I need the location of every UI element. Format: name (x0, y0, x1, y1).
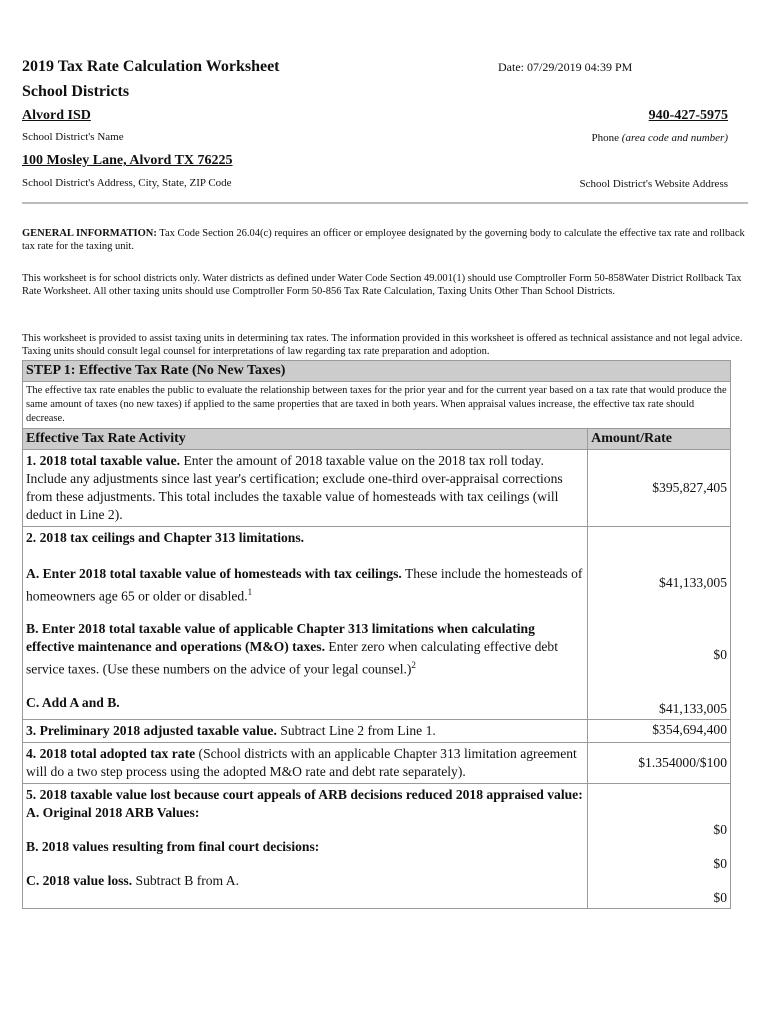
general-information-text: Tax Code Section 26.04(c) requires an officer or employee designated by the governing body to calculate the effective tax rate and rollback tax rate for the taxing unit. (22, 228, 745, 252)
column-header-amount: Amount/Rate (588, 429, 731, 450)
district-address-label: School District's Address, City, State, ZIP Code (22, 177, 232, 189)
line5c-amount: $0 (713, 890, 727, 905)
line2a-footnote: 1 (247, 587, 253, 597)
worksheet-scope-paragraph: This worksheet is for school districts only. Water districts as defined under Water Code Section 49.001(1) should use Comptroller Form 50-858Water District Rollback Tax Rate Worksheet. All other taxing units should use Comptroller Form 50-856 Tax Rate Calculation, Taxing Units Other Than School Districts. (22, 273, 742, 297)
line2-amounts (588, 527, 731, 720)
district-phone: 940-427-5975 (648, 108, 728, 123)
step1-table (22, 360, 731, 909)
line2a-text: These include the homesteads of homeowners age 65 or older or disabled. (26, 566, 583, 604)
line5c-heading: C. 2018 value loss. (26, 873, 133, 888)
line1-description (23, 450, 588, 527)
disclaimer-paragraph: This worksheet is provided to assist taxing units in determining tax rates. The information provided in this worksheet is offered as technical assistance and not legal advice. Taxing units should consult legal counsel for interpretations of law regarding tax rate preparation and adoption. (22, 333, 743, 357)
line5-amounts (588, 784, 731, 909)
line1-heading: 1. 2018 total taxable value. (26, 453, 181, 468)
line2b-amount: $0 (713, 647, 727, 662)
line3-text: Subtract Line 2 from Line 1. (276, 723, 436, 738)
table-row (23, 450, 731, 527)
line5b-amount: $0 (713, 856, 727, 871)
website-label: School District's Website Address (579, 178, 728, 190)
line1-amount: $395,827,405 (588, 450, 731, 527)
line2-heading: 2. 2018 tax ceilings and Chapter 313 limitations. (26, 530, 305, 545)
header-divider (22, 202, 748, 204)
line5-description (23, 784, 588, 909)
phone-label-italic: (area code and number) (621, 132, 728, 144)
district-name-label: School District's Name (22, 131, 124, 143)
line1-text: Enter the amount of 2018 taxable value on the 2018 tax roll today. Include any adjustments since last year's certification; exclude one-third over-appraisal corrections from these adjustments. This total includes the taxable value of homesteads with tax ceilings (will deduct in Line 2). (26, 453, 563, 522)
general-information (22, 227, 746, 253)
district-address: 100 Mosley Lane, Alvord TX 76225 (22, 153, 233, 168)
line5a-amount: $0 (713, 822, 727, 837)
line5a-heading: A. Original 2018 ARB Values: (26, 805, 200, 820)
table-row (23, 743, 731, 784)
line2-description (23, 527, 588, 720)
line4-text: (School districts with an applicable Chapter 313 limitation agreement will do a two step process using the adopted M&O rate and debt rate separately). (26, 746, 577, 779)
column-header-activity: Effective Tax Rate Activity (23, 429, 588, 450)
table-row (23, 784, 731, 909)
line3-description (23, 720, 588, 743)
line3-heading: 3. Preliminary 2018 adjusted taxable value. (26, 723, 277, 738)
line2c-heading: C. Add A and B. (26, 695, 120, 711)
line5b-heading: B. 2018 values resulting from final court decisions: (26, 839, 320, 854)
line5c-text: Subtract B from A. (132, 873, 239, 888)
line2b-text: Enter zero when calculating effective debt service taxes. (Use these numbers on the advice of your legal counsel.) (26, 638, 558, 677)
line2b-footnote: 2 (411, 659, 416, 670)
step1-title: STEP 1: Effective Tax Rate (No New Taxes) (23, 361, 731, 382)
phone-label-prefix: Phone (591, 132, 622, 144)
table-row (23, 720, 731, 743)
table-row (23, 527, 731, 720)
line4-heading: 4. 2018 total adopted tax rate (26, 746, 196, 761)
line4-description (23, 743, 588, 784)
line2a-amount: $41,133,005 (659, 575, 727, 590)
district-name: Alvord ISD (22, 108, 91, 123)
phone-label (592, 132, 728, 144)
general-information-heading: GENERAL INFORMATION: (22, 228, 157, 239)
line4-amount: $1.354000/$100 (588, 743, 731, 784)
line2c-amount: $41,133,005 (659, 701, 727, 716)
worksheet-title: 2019 Tax Rate Calculation Worksheet (22, 58, 280, 75)
line2a-heading: A. Enter 2018 total taxable value of homesteads with tax ceilings. (26, 566, 402, 581)
line5-heading: 5. 2018 taxable value lost because court appeals of ARB decisions reduced 2018 appraised value: (26, 787, 583, 802)
worksheet-date: Date: 07/29/2019 04:39 PM (498, 60, 633, 74)
line2b-heading: B. Enter 2018 total taxable value of applicable Chapter 313 limitations when calculating effective maintenance and operations (M&O) taxes. (26, 620, 535, 654)
line3-amount: $354,694,400 (588, 720, 731, 743)
worksheet-subtitle: School Districts (22, 83, 130, 100)
step1-intro: The effective tax rate enables the public to evaluate the relationship between taxes for the prior year and for the current year based on a tax rate that would produce the same amount of taxes (no new taxes) if applied to the same properties that are taxed in both years. When appraisal values increase, the effective tax rate should decrease. (23, 382, 731, 429)
